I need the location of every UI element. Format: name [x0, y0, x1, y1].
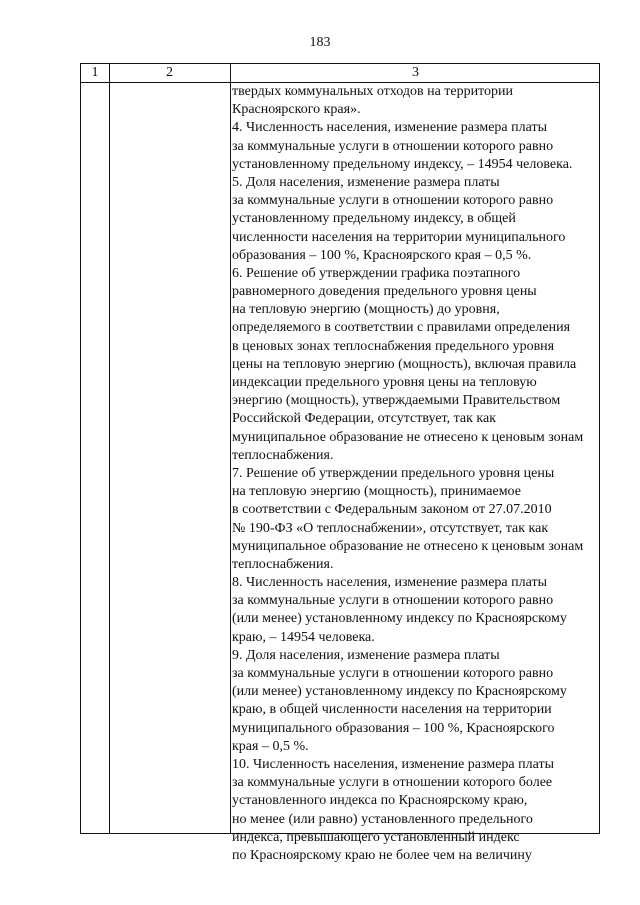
text-line: за коммунальные услуги в отношении которого равно: [232, 193, 554, 209]
text-line: краю, в общей численности населения на территории: [232, 702, 552, 718]
text-line: численности населения на территории муниципального: [232, 229, 566, 245]
text-line: края – 0,5 %.: [232, 738, 309, 754]
text-line: образования – 100 %, Красноярского края – 0,5 %.: [232, 247, 532, 263]
text-line: индекса, превышающего установленный индекс: [232, 829, 520, 845]
header-cell-1: 1: [91, 65, 99, 80]
text-line: краю, – 14954 человека.: [232, 629, 375, 645]
text-line: установленного индекса по Красноярскому краю,: [232, 793, 528, 809]
text-line: установленному предельному индексу, в общей: [232, 211, 516, 227]
text-line: 4. Численность населения, изменение размера платы: [232, 120, 547, 136]
header-cell-2: 2: [166, 65, 173, 80]
column-3-text: [232, 83, 600, 865]
table-header-row: [81, 64, 599, 83]
text-line: но менее (или равно) установленного предельного: [232, 811, 533, 827]
page-number: 183: [309, 35, 331, 50]
text-line: в соответствии с Федеральным законом от 27.07.2010: [232, 502, 552, 518]
text-line: 8. Численность населения, изменение размера платы: [232, 575, 547, 591]
text-line: теплоснабжения.: [232, 447, 334, 463]
text-line: 7. Решение об утверждении предельного уровня цены: [232, 465, 555, 481]
text-line: за коммунальные услуги в отношении которого равно: [232, 593, 554, 609]
text-line: энергию (мощность), утверждаемыми Правительством: [232, 393, 561, 409]
document-table: [80, 63, 600, 863]
text-line: на тепловую энергию (мощность) до уровня,: [232, 302, 500, 318]
text-line: 5. Доля населения, изменение размера платы: [232, 174, 500, 190]
text-line: Российской Федерации, отсутствует, так как: [232, 411, 497, 427]
text-line: определяемого в соответствии с правилами определения: [232, 320, 571, 336]
text-line: индексации предельного уровня цены на тепловую: [232, 375, 537, 390]
text-line: твердых коммунальных отходов на территории: [232, 84, 514, 99]
header-cell-3: 3: [412, 65, 419, 80]
text-line: в ценовых зонах теплоснабжения предельного уровня: [232, 338, 555, 354]
text-line: 9. Доля населения, изменение размера платы: [232, 647, 500, 663]
text-line: муниципальное образование не отнесено к ценовым зонам: [232, 429, 584, 445]
text-line: установленному предельному индексу, – 14954 человека.: [232, 156, 573, 172]
text-line: равномерного доведения предельного уровня цены: [232, 284, 537, 300]
text-line: за коммунальные услуги в отношении которого равно: [232, 138, 554, 154]
text-line: муниципальное образование не отнесено к ценовым зонам: [232, 538, 584, 554]
text-line: № 190-ФЗ «О теплоснабжении», отсутствует, так как: [232, 520, 549, 536]
text-line: за коммунальные услуги в отношении которого равно: [232, 666, 554, 681]
text-line: Красноярского края».: [232, 102, 361, 118]
text-line: (или менее) установленному индексу по Красноярскому: [232, 684, 567, 700]
text-line: 6. Решение об утверждении графика поэтапного: [232, 265, 521, 281]
column-divider-2: [230, 64, 231, 833]
text-line: (или менее) установленному индексу по Красноярскому: [232, 611, 567, 627]
text-line: цены на тепловую энергию (мощность), включая правила: [232, 356, 577, 372]
text-line: за коммунальные услуги в отношении которого более: [232, 775, 553, 791]
text-line: муниципального образования – 100 %, Красноярского: [232, 720, 555, 736]
text-line: теплоснабжения.: [232, 556, 334, 572]
text-line: по Красноярскому краю не более чем на величину: [232, 847, 532, 863]
text-line: на тепловую энергию (мощность), принимаемое: [232, 484, 521, 500]
text-line: 10. Численность населения, изменение размера платы: [232, 756, 554, 772]
column-divider-1: [109, 64, 110, 833]
